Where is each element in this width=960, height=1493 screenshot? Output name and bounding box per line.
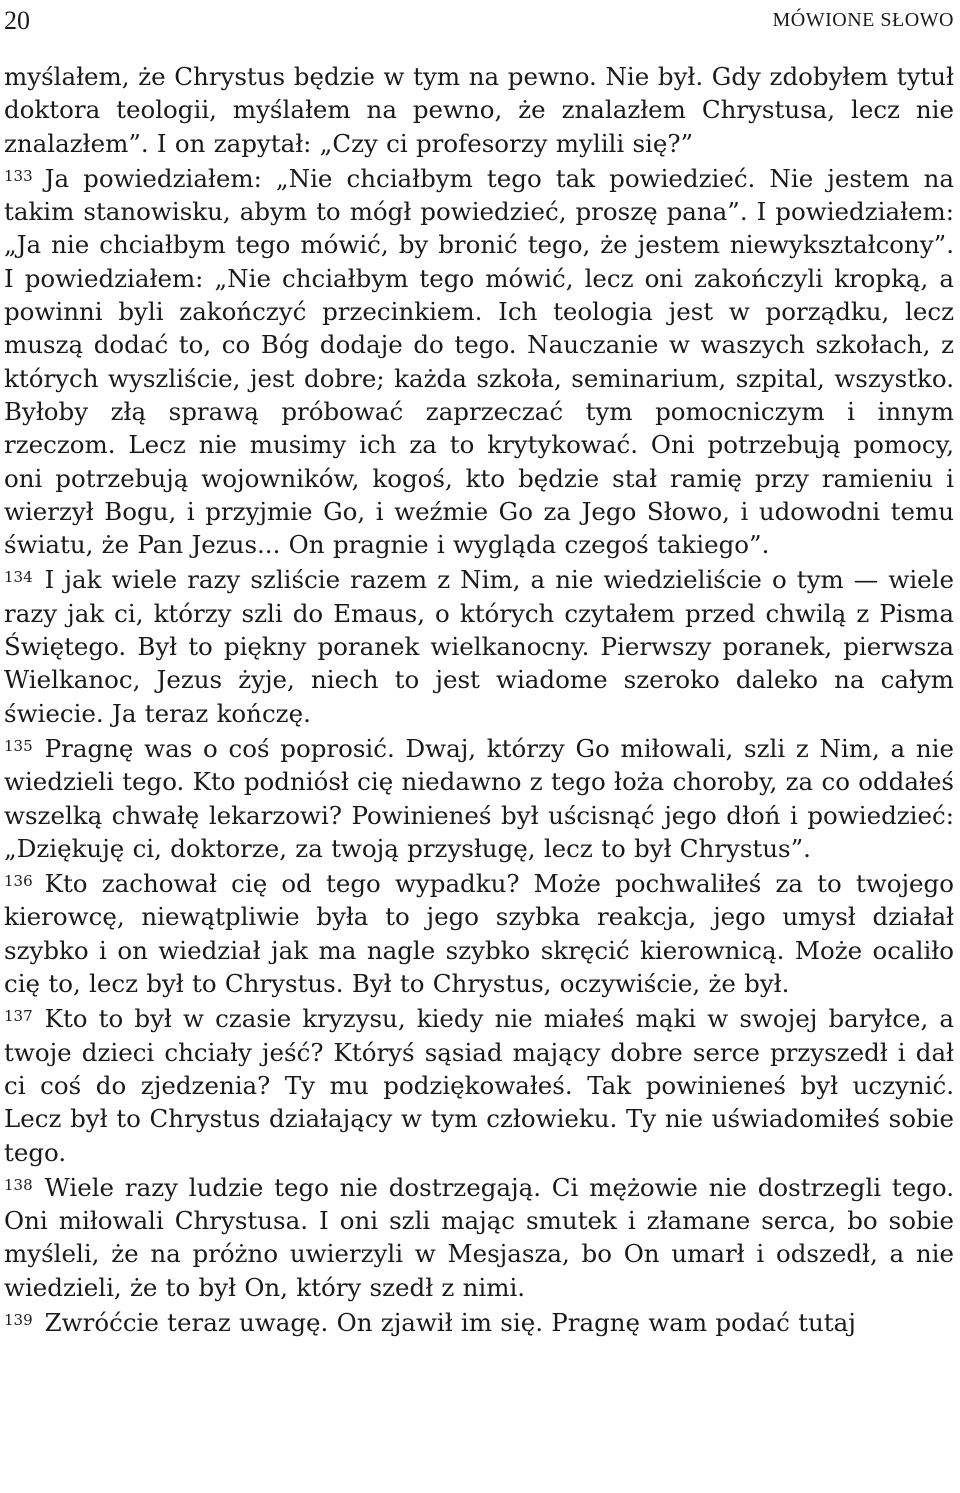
paragraph-136 — [4, 865, 954, 1000]
paragraph-138 — [4, 1169, 954, 1304]
paragraph-number: 138 — [4, 1175, 33, 1194]
page-number: 20 — [4, 6, 30, 35]
running-title: MÓWIONE SŁOWO — [772, 9, 954, 31]
paragraph-continued — [4, 60, 954, 160]
paragraph-137 — [4, 1000, 954, 1168]
paragraph-text: Pragnę was o coś poprosić. Dwaj, którzy Go miłowali, szli z Nim, a nie wiedzieli tego. Kto podniósł cię niedawno z tego łoża choroby, za co oddałeś wszelką chwałę lekarzowi? Powinieneś był uścisnąć jego dłoń i powiedzieć: „Dziękuję ci, doktorze, za twoją przysługę, lecz to był Chrystus”. — [4, 733, 954, 863]
body-text — [4, 60, 954, 1339]
paragraph-text: Kto to był w czasie kryzysu, kiedy nie miałeś mąki w swojej baryłce, a twoje dzieci chciały jeść? Któryś sąsiad mający dobre serce przyszedł i dał ci coś do zjedzenia? Ty mu podziękowałeś. Tak powinieneś był uczynić. Lecz był to Chrystus działający w tym człowieku. Ty nie uświadomiłeś sobie tego. — [4, 1004, 954, 1167]
paragraph-text: Zwróćcie teraz uwagę. On zjawił im się. Pragnę wam podać tutaj — [44, 1307, 856, 1337]
paragraph-number: 134 — [4, 568, 33, 587]
paragraph-text: Kto zachował cię od tego wypadku? Może pochwaliłeś za to twojego kierowcę, niewątpliwie była to jego szybka reakcja, jego umysł działał szybko i on wiedział jak ma nagle szybko skręcić kierownicą. Może ocaliło cię to, lecz był to Chrystus. Był to Chrystus, oczywiście, że był. — [4, 869, 954, 999]
paragraph-text: I jak wiele razy szliście razem z Nim, a nie wiedzieliście o tym — wiele razy jak ci, którzy szli do Emaus, o których czytałem przed chwilą z Pisma Świętego. Był to piękny poranek wielkanocny. Pierwszy poranek, pierwsza Wielkanoc, Jezus żyje, niech to jest wiadome szeroko daleko na całym świecie. Ja teraz kończę. — [4, 565, 954, 728]
paragraph-text: myślałem, że Chrystus będzie w tym na pewno. Nie był. Gdy zdobyłem tytuł doktora teologii, myślałem na pewno, że znalazłem Chrystusa, lecz nie znalazłem”. I on zapytał: „Czy ci profesorzy mylili się?” — [4, 62, 954, 158]
paragraph-number: 133 — [4, 166, 33, 185]
paragraph-135 — [4, 730, 954, 865]
paragraph-text: Ja powiedziałem: „Nie chciałbym tego tak powiedzieć. Nie jestem na takim stanowisku, abym to mógł powiedzieć, proszę pana”. I powiedziałem: „Ja nie chciałbym tego mówić, by bronić tego, że jestem niewykształcony”. I powiedziałem: „Nie chciałbym tego mówić, lecz oni zakończyli kropką, a powinni byli zakończyć przecinkiem. Ich teologia jest w porządku, lecz muszą dodać to, co Bóg dodaje do tego. Nauczanie w waszych szkołach, z których wyszliście, jest dobre; każda szkoła, seminarium, szpital, wszystko. Byłoby złą sprawą próbować zaprzeczać tym pomocniczym i innym rzeczom. Lecz nie musimy ich za to krytykować. Oni potrzebują pomocy, oni potrzebują wojowników, kogoś, kto będzie stał ramię przy ramieniu i wierzył Bogu, i przyjmie Go, i weźmie Go za Jego Słowo, i udowodni temu światu, że Pan Jezus... On pragnie i wygląda czegoś takiego”. — [4, 163, 954, 560]
paragraph-134 — [4, 561, 954, 729]
paragraph-139 — [4, 1304, 954, 1339]
paragraph-number: 137 — [4, 1007, 33, 1026]
page-header — [4, 6, 954, 36]
paragraph-133 — [4, 160, 954, 562]
paragraph-number: 139 — [4, 1310, 33, 1329]
paragraph-number: 135 — [4, 736, 33, 755]
paragraph-text: Wiele razy ludzie tego nie dostrzegają. Ci mężowie nie dostrzegli tego. Oni miłowali Chrystusa. I oni szli mając smutek i złamane serca, bo sobie myśleli, że na próżno uwierzyli w Mesjasza, bo On umarł i odszedł, a nie wiedzieli, że to był On, który szedł z nimi. — [4, 1172, 954, 1302]
paragraph-number: 136 — [4, 872, 33, 891]
